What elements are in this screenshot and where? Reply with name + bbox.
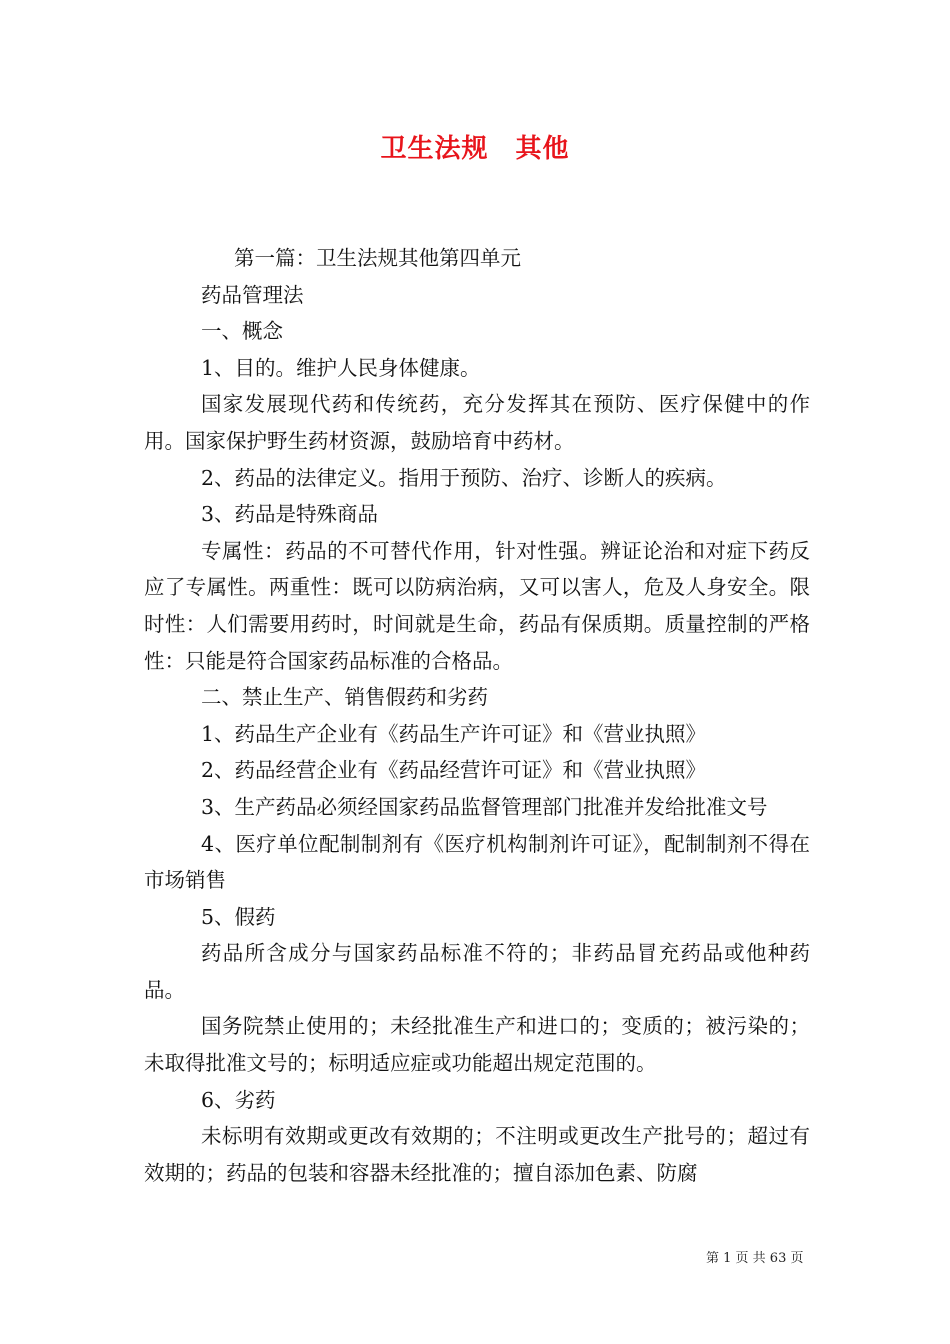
paragraph: 4、医疗单位配制制剂有《医疗机构制剂许可证》，配制制剂不得在市场销售 <box>144 831 810 893</box>
paragraph: 国家发展现代药和传统药，充分发挥其在预防、医疗保健中的作用。国家保护野生药材资源，鼓励培育中药材。 <box>144 392 810 453</box>
paragraph: 国务院禁止使用的；未经批准生产和进口的；变质的；被污染的；未取得批准文号的；标明适应症或功能超出规定范围的。 <box>144 1014 810 1076</box>
paragraph: 药品所含成分与国家药品标准不符的；非药品冒充药品或他种药品。 <box>144 941 810 1002</box>
paragraph: 1、药品生产企业有《药品生产许可证》和《营业执照》 <box>201 721 707 746</box>
page-footer: 第 1 页 共 63 页 <box>706 1251 804 1266</box>
paragraph: 2、药品的法律定义。指用于预防、治疗、诊断人的疾病。 <box>201 465 727 490</box>
paragraph-heading: 第一篇：卫生法规其他第四单元 <box>234 246 521 270</box>
paragraph: 二、禁止生产、销售假药和劣药 <box>201 685 488 710</box>
paragraph: 未标明有效期或更改有效期的；不注明或更改生产批号的；超过有效期的；药品的包装和容器未经批准的；擅自添加色素、防腐 <box>144 1124 810 1185</box>
paragraph: 专属性：药品的不可替代作用，针对性强。辨证论治和对症下药反应了专属性。两重性：既可以防病治病，又可以害人，危及人身安全。限时性：人们需要用药时，时间就是生命，药品有保质期。质量控制的严格性：只能是符合国家药品标准的合格品。 <box>144 538 810 673</box>
paragraph: 5、假药 <box>201 904 276 929</box>
paragraph: 药品管理法 <box>201 282 304 307</box>
document-title: 卫生法规 其他 <box>380 134 570 164</box>
paragraph: 2、药品经营企业有《药品经营许可证》和《营业执照》 <box>201 758 707 783</box>
paragraph: 6、劣药 <box>201 1087 276 1112</box>
paragraph: 3、药品是特殊商品 <box>201 502 379 527</box>
paragraph: 3、生产药品必须经国家药品监督管理部门批准并发给批准文号 <box>201 794 768 819</box>
paragraph: 1、目的。维护人民身体健康。 <box>201 355 481 380</box>
document-body <box>144 240 810 1191</box>
paragraph: 一、概念 <box>201 319 283 344</box>
